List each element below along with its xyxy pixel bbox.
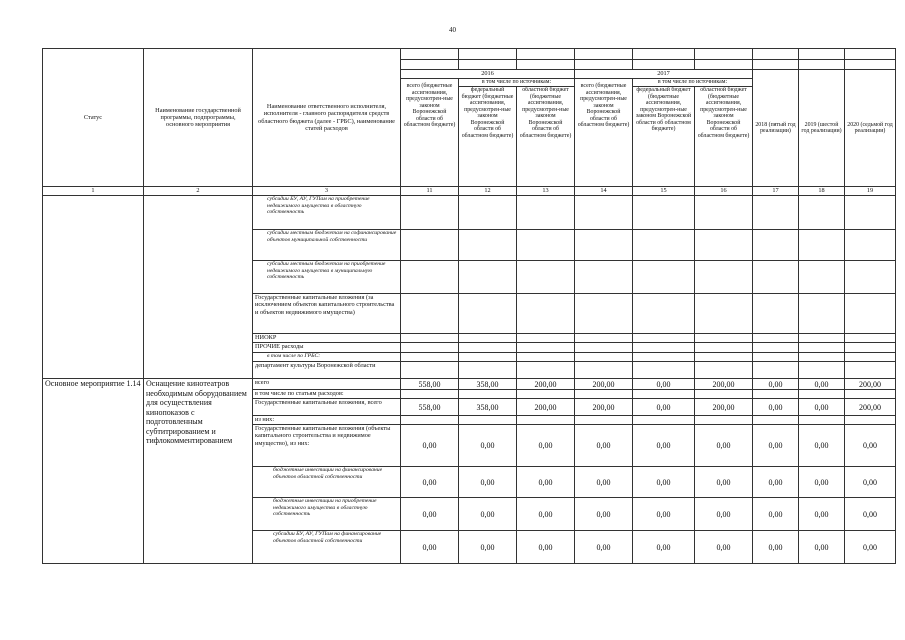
column-number: 16 xyxy=(695,187,753,196)
value-cell xyxy=(753,416,799,425)
value-cell: 0,00 xyxy=(753,379,799,390)
value-cell: 0,00 xyxy=(845,425,896,467)
value-cell xyxy=(517,261,575,294)
value-cell xyxy=(799,196,845,230)
value-cell xyxy=(695,353,753,362)
value-cell xyxy=(695,294,753,334)
value-cell: 0,00 xyxy=(517,467,575,498)
value-cell xyxy=(799,390,845,399)
value-cell: 0,00 xyxy=(401,425,459,467)
value-cell xyxy=(575,390,633,399)
column-number: 12 xyxy=(459,187,517,196)
value-cell: 0,00 xyxy=(633,498,695,531)
value-cell: 200,00 xyxy=(517,379,575,390)
value-cell: 200,00 xyxy=(695,379,753,390)
value-cell: 0,00 xyxy=(575,531,633,564)
value-cell xyxy=(799,343,845,353)
header-blank-cell xyxy=(799,60,845,70)
header-2018: 2018 (пятый год реализации) xyxy=(753,70,799,187)
value-cell: 358,00 xyxy=(459,379,517,390)
value-cell: 0,00 xyxy=(401,498,459,531)
row-label: субсидии местным бюджетам на приобретение недвижимого имущества в муниципальную собственность xyxy=(253,261,401,294)
value-cell xyxy=(401,230,459,261)
value-cell xyxy=(845,343,896,353)
value-cell: 0,00 xyxy=(459,467,517,498)
value-cell xyxy=(401,294,459,334)
column-number: 19 xyxy=(845,187,896,196)
table-row xyxy=(43,196,896,230)
value-cell: 358,00 xyxy=(459,399,517,416)
value-cell xyxy=(695,343,753,353)
header-by-sources-2016: в том числе по источникам: xyxy=(459,79,575,87)
value-cell xyxy=(517,230,575,261)
value-cell xyxy=(845,334,896,343)
column-number: 18 xyxy=(799,187,845,196)
value-cell xyxy=(633,196,695,230)
value-cell xyxy=(575,343,633,353)
value-cell xyxy=(401,334,459,343)
value-cell xyxy=(459,294,517,334)
value-cell xyxy=(401,362,459,379)
value-cell xyxy=(633,362,695,379)
measure-status: Основное мероприятие 1.14 xyxy=(43,379,144,564)
value-cell: 0,00 xyxy=(517,531,575,564)
value-cell: 0,00 xyxy=(575,467,633,498)
header-blank-cell xyxy=(633,60,695,70)
measure-section xyxy=(43,379,896,564)
header-total-2017: всего (бюджетные ассигнования, предусмотрен-ные законом Воронежской области об областном бюджете) xyxy=(575,79,633,187)
value-cell xyxy=(753,334,799,343)
value-cell: 0,00 xyxy=(633,425,695,467)
value-cell xyxy=(695,230,753,261)
header-by-sources-2017: в том числе по источникам: xyxy=(633,79,753,87)
value-cell: 0,00 xyxy=(459,498,517,531)
value-cell xyxy=(401,343,459,353)
value-cell xyxy=(695,334,753,343)
value-cell xyxy=(845,230,896,261)
value-cell: 0,00 xyxy=(633,379,695,390)
value-cell xyxy=(799,230,845,261)
value-cell xyxy=(517,416,575,425)
value-cell xyxy=(459,334,517,343)
row-label: департамент культуры Воронежской области xyxy=(253,362,401,379)
value-cell xyxy=(575,196,633,230)
header-year-2016: 2016 xyxy=(401,70,575,79)
column-number: 3 xyxy=(253,187,401,196)
value-cell xyxy=(845,294,896,334)
column-number: 1 xyxy=(43,187,144,196)
value-cell: 0,00 xyxy=(695,425,753,467)
column-number: 15 xyxy=(633,187,695,196)
header-blank-cell xyxy=(753,60,799,70)
value-cell xyxy=(459,261,517,294)
value-cell xyxy=(575,416,633,425)
value-cell xyxy=(575,353,633,362)
value-cell xyxy=(845,390,896,399)
value-cell: 0,00 xyxy=(633,531,695,564)
value-cell xyxy=(459,362,517,379)
header-blank-cell xyxy=(459,49,517,60)
header-blank-cell xyxy=(845,49,896,60)
value-cell: 0,00 xyxy=(799,467,845,498)
header-executor: Наименование ответственного исполнителя, исполнителя - главного распорядителя средств областного бюджета (далее - ГРБС), наименование статей расходов xyxy=(253,49,401,187)
row-label: субсидии местным бюджетам на софинансирование объектов муниципальной собственности xyxy=(253,230,401,261)
header-2019: 2019 (шестой год реализации) xyxy=(799,70,845,187)
value-cell: 0,00 xyxy=(517,498,575,531)
value-cell xyxy=(753,196,799,230)
value-cell xyxy=(753,294,799,334)
row-label: субсидии БУ, АУ, ГУПам на финансирование объектов областной собственности xyxy=(253,531,401,564)
header-blank-cell xyxy=(799,49,845,60)
value-cell xyxy=(633,390,695,399)
header-blank-cell xyxy=(753,49,799,60)
value-cell xyxy=(575,230,633,261)
value-cell xyxy=(459,230,517,261)
header-blank-cell xyxy=(695,60,753,70)
header-regional-2016: областной бюджет (бюджетные ассигнования, предусмотрен-ные законом Воронежской области об областном бюджете) xyxy=(517,87,575,187)
value-cell: 0,00 xyxy=(753,467,799,498)
header-blank-cell xyxy=(401,49,459,60)
row-label: Государственные капитальные вложения (за исключением объектов капитального строительства и объектов недвижимого имущества) xyxy=(253,294,401,334)
row-label: Государственные капитальные вложения, всего xyxy=(253,399,401,416)
value-cell xyxy=(517,353,575,362)
value-cell xyxy=(459,196,517,230)
value-cell: 558,00 xyxy=(401,399,459,416)
value-cell xyxy=(753,261,799,294)
value-cell: 0,00 xyxy=(695,498,753,531)
value-cell: 0,00 xyxy=(753,531,799,564)
row-label: НИОКР xyxy=(253,334,401,343)
value-cell: 0,00 xyxy=(459,531,517,564)
value-cell xyxy=(633,294,695,334)
value-cell: 0,00 xyxy=(517,425,575,467)
value-cell: 0,00 xyxy=(845,498,896,531)
value-cell xyxy=(799,416,845,425)
value-cell xyxy=(401,261,459,294)
value-cell: 0,00 xyxy=(401,467,459,498)
value-cell xyxy=(799,334,845,343)
value-cell xyxy=(753,343,799,353)
value-cell xyxy=(753,362,799,379)
value-cell: 0,00 xyxy=(633,467,695,498)
value-cell: 0,00 xyxy=(845,531,896,564)
value-cell xyxy=(633,334,695,343)
value-cell xyxy=(845,362,896,379)
value-cell: 0,00 xyxy=(753,425,799,467)
value-cell xyxy=(695,196,753,230)
value-cell xyxy=(575,334,633,343)
header-program: Наименование государственной программы, подпрограммы, основного мероприятия xyxy=(144,49,253,187)
value-cell: 200,00 xyxy=(517,399,575,416)
header-blank-cell xyxy=(459,60,517,70)
value-cell: 0,00 xyxy=(753,399,799,416)
value-cell xyxy=(459,416,517,425)
value-cell xyxy=(633,416,695,425)
measure-name: Оснащение кинотеатров необходимым оборудованием для осуществления кинопоказов с подготовленным субтитрированием и тифлокомментированием xyxy=(144,379,253,564)
value-cell xyxy=(845,416,896,425)
value-cell xyxy=(459,343,517,353)
value-cell xyxy=(633,343,695,353)
value-cell: 0,00 xyxy=(459,425,517,467)
value-cell xyxy=(845,353,896,362)
header-blank-cell xyxy=(401,60,459,70)
value-cell xyxy=(517,362,575,379)
value-cell: 200,00 xyxy=(575,379,633,390)
value-cell xyxy=(799,294,845,334)
value-cell xyxy=(575,294,633,334)
value-cell xyxy=(517,343,575,353)
value-cell: 200,00 xyxy=(695,399,753,416)
value-cell xyxy=(845,196,896,230)
status-cell-empty xyxy=(43,196,144,379)
value-cell xyxy=(517,390,575,399)
value-cell xyxy=(695,416,753,425)
header-status: Статус xyxy=(43,49,144,187)
value-cell: 200,00 xyxy=(845,379,896,390)
value-cell xyxy=(753,230,799,261)
value-cell: 0,00 xyxy=(575,425,633,467)
header-year-2017: 2017 xyxy=(575,70,753,79)
value-cell: 200,00 xyxy=(845,399,896,416)
header-blank-cell xyxy=(575,60,633,70)
value-cell: 0,00 xyxy=(799,399,845,416)
value-cell xyxy=(633,353,695,362)
value-cell xyxy=(575,261,633,294)
column-number: 17 xyxy=(753,187,799,196)
row-label: всего xyxy=(253,379,401,390)
row-label: ПРОЧИЕ расходы xyxy=(253,343,401,353)
value-cell xyxy=(799,261,845,294)
program-cell-empty xyxy=(144,196,253,379)
table-row xyxy=(43,379,896,390)
header-blank-cell xyxy=(633,49,695,60)
value-cell xyxy=(459,353,517,362)
row-label: бюджетные инвестиции на приобретение недвижимого имущества в областную собственность xyxy=(253,498,401,531)
value-cell xyxy=(753,390,799,399)
row-label: из них: xyxy=(253,416,401,425)
value-cell xyxy=(401,196,459,230)
header-federal-2016: федеральный бюджет (бюджетные ассигнования, предусмотрен-ные законом Воронежской области об областном бюджете) xyxy=(459,87,517,187)
value-cell xyxy=(517,294,575,334)
header-2020: 2020 (седьмой год реализации) xyxy=(845,70,896,187)
column-number: 13 xyxy=(517,187,575,196)
value-cell xyxy=(517,334,575,343)
column-number: 2 xyxy=(144,187,253,196)
value-cell xyxy=(401,390,459,399)
value-cell xyxy=(845,261,896,294)
value-cell xyxy=(401,353,459,362)
value-cell: 0,00 xyxy=(633,399,695,416)
budget-table xyxy=(42,48,896,564)
value-cell xyxy=(753,353,799,362)
value-cell: 0,00 xyxy=(575,498,633,531)
row-label: субсидии БУ, АУ, ГУПам на приобретение недвижимого имущества в областную собственность xyxy=(253,196,401,230)
header-blank-cell xyxy=(517,60,575,70)
value-cell: 0,00 xyxy=(799,531,845,564)
row-label: бюджетные инвестиции на финансирование объектов областной собственности xyxy=(253,467,401,498)
value-cell: 0,00 xyxy=(845,467,896,498)
value-cell xyxy=(695,390,753,399)
value-cell xyxy=(517,196,575,230)
header-blank-cell xyxy=(845,60,896,70)
upper-section xyxy=(43,196,896,379)
row-label: в том числе по ГРБС: xyxy=(253,353,401,362)
header-total-2016: всего (бюджетные ассигнования, предусмотрен-ные законом Воронежской области об областном бюджете) xyxy=(401,79,459,187)
value-cell xyxy=(459,390,517,399)
value-cell xyxy=(695,362,753,379)
value-cell: 558,00 xyxy=(401,379,459,390)
column-number: 11 xyxy=(401,187,459,196)
value-cell xyxy=(633,261,695,294)
value-cell xyxy=(695,261,753,294)
value-cell: 0,00 xyxy=(799,379,845,390)
column-number-row xyxy=(43,187,896,196)
value-cell xyxy=(575,362,633,379)
column-number: 14 xyxy=(575,187,633,196)
value-cell: 200,00 xyxy=(575,399,633,416)
header-federal-2017: федеральный бюджет (бюджетные ассигнования, предусмотрен-ные законом Воронежской области об областном бюджете) xyxy=(633,87,695,187)
value-cell: 0,00 xyxy=(695,531,753,564)
value-cell: 0,00 xyxy=(401,531,459,564)
row-label: в том числе по статьям расходов: xyxy=(253,390,401,399)
value-cell xyxy=(401,416,459,425)
value-cell xyxy=(633,230,695,261)
value-cell: 0,00 xyxy=(753,498,799,531)
header-spacer-row-1 xyxy=(43,49,896,60)
header-blank-cell xyxy=(517,49,575,60)
header-regional-2017: областной бюджет (бюджетные ассигнования, предусмотрен-ные законом Воронежской области об областном бюджете) xyxy=(695,87,753,187)
header-blank-cell xyxy=(575,49,633,60)
value-cell xyxy=(799,353,845,362)
page-number: 40 xyxy=(449,26,456,34)
value-cell: 0,00 xyxy=(799,498,845,531)
header-blank-cell xyxy=(695,49,753,60)
value-cell: 0,00 xyxy=(799,425,845,467)
value-cell: 0,00 xyxy=(695,467,753,498)
value-cell xyxy=(799,362,845,379)
row-label: Государственные капитальные вложения (объекты капитального строительства и недвижимое имущество), из них: xyxy=(253,425,401,467)
